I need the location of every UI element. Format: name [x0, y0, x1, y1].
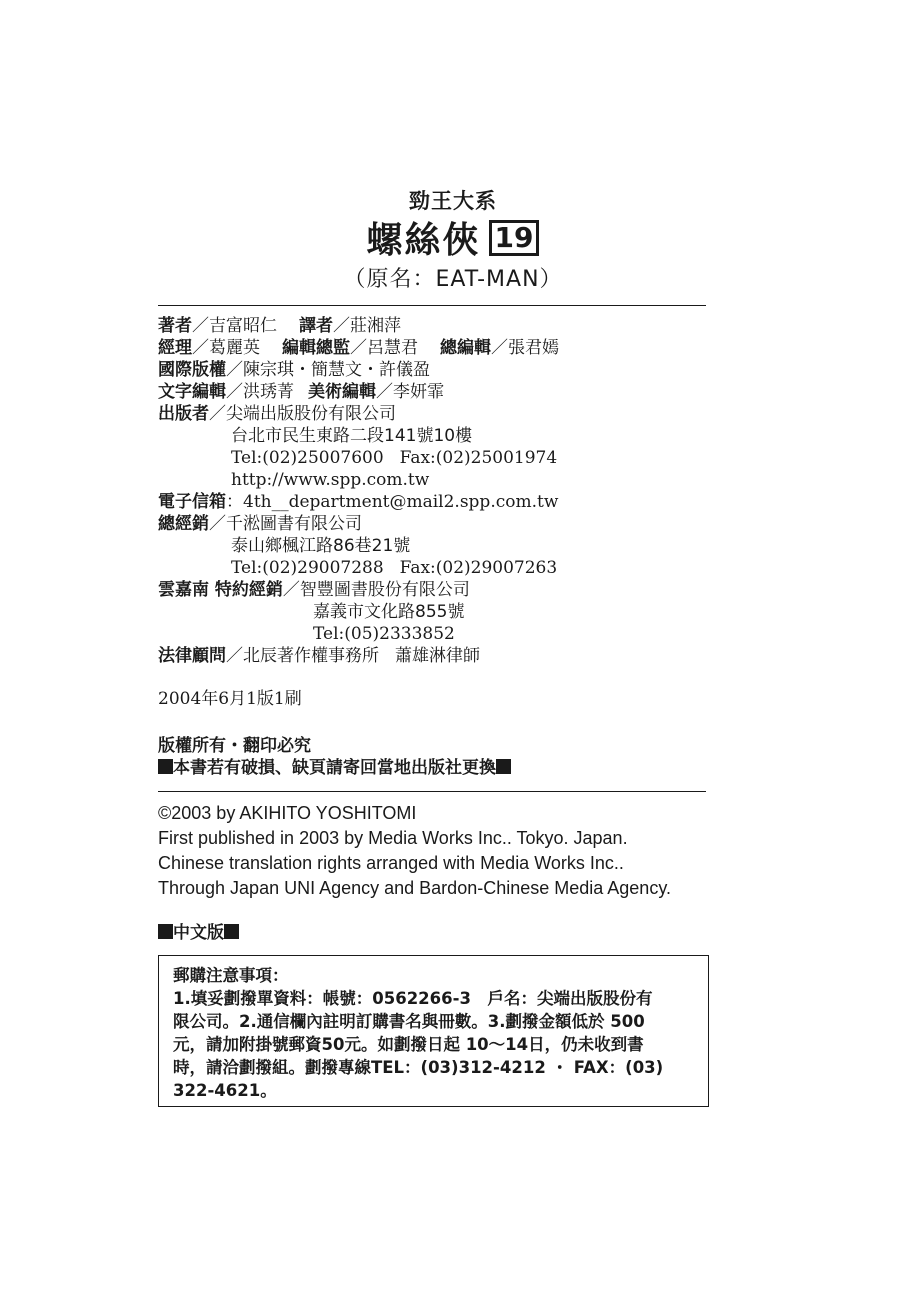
distributor-tel: Tel:(02)29007288	[231, 558, 384, 578]
general-editor-label: 總編輯	[440, 338, 491, 358]
distributor-label: 總經銷	[158, 514, 209, 534]
mail-order-line: 322-4621。	[173, 1081, 277, 1100]
chinese-edition-text: 中文版	[173, 923, 224, 943]
top-divider	[158, 305, 706, 306]
english-translation-rights: Chinese translation rights arranged with Media Works Inc..	[158, 853, 624, 873]
rights-names: ／陳宗琪・簡慧文・許儀盈	[226, 360, 430, 380]
mail-order-title: 郵購注意事項：	[173, 966, 289, 985]
regional-line	[158, 579, 470, 601]
mail-order-box	[158, 955, 709, 1107]
replacement-text: 本書若有破損、缺頁請寄回當地出版社更換	[173, 758, 496, 778]
legal-firm: ／北辰著作權事務所	[226, 646, 379, 666]
regional-name: ／智豐圖書股份有限公司	[282, 580, 470, 600]
publisher-phone-fax	[231, 447, 557, 469]
legal-lawyer: 蕭雄淋律師	[395, 646, 480, 666]
email-line	[158, 491, 558, 513]
black-square-icon	[158, 924, 173, 939]
author-label: 著者	[158, 316, 192, 336]
publisher-website: http://www.spp.com.tw	[231, 470, 430, 490]
credit-line-rights	[158, 359, 430, 381]
manager-label: 經理	[158, 338, 192, 358]
copyright-notice: 版權所有・翻印必究	[158, 736, 311, 756]
replacement-notice	[158, 757, 511, 779]
original-name: （原名：EAT-MAN）	[343, 267, 563, 292]
regional-address: 嘉義市文化路855號	[313, 602, 465, 622]
distributor-name: ／千淞圖書有限公司	[209, 514, 362, 534]
english-copyright: ©2003 by AKIHITO YOSHITOMI	[158, 803, 417, 823]
mail-order-line: 時，請洽劃撥組。劃撥專線TEL：(03)312-4212 ・ FAX：(03)	[173, 1058, 664, 1077]
translator-label: 譯者	[299, 316, 333, 336]
publisher-name: ／尖端出版股份有限公司	[209, 404, 396, 424]
volume-number: 19	[489, 220, 540, 256]
author-name: ／吉富昭仁	[192, 316, 277, 336]
art-editor-name: ／李妍霏	[376, 382, 444, 402]
distributor-phone-fax	[231, 557, 557, 579]
black-square-icon	[158, 759, 173, 774]
email-address: ：4th__department@mail2.spp.com.tw	[226, 492, 559, 512]
distributor-fax: Fax:(02)29007263	[399, 558, 558, 578]
book-title-row	[0, 212, 906, 263]
text-editor-name: ／洪琇菁	[226, 382, 294, 402]
legal-label: 法律顧問	[158, 646, 226, 666]
publisher-label: 出版者	[158, 404, 209, 424]
english-agency: Through Japan UNI Agency and Bardon-Chinese Media Agency.	[158, 878, 671, 898]
regional-label: 雲嘉南 特約經銷	[158, 580, 283, 600]
english-first-published: First published in 2003 by Media Works Inc.. Tokyo. Japan.	[158, 828, 628, 848]
publisher-tel: Tel:(02)25007600	[231, 448, 384, 468]
manager-name: ／葛麗英	[192, 338, 260, 358]
bottom-divider	[158, 791, 706, 792]
black-square-icon	[496, 759, 511, 774]
art-editor-label: 美術編輯	[308, 382, 376, 402]
email-label: 電子信箱	[158, 492, 226, 512]
rights-label: 國際版權	[158, 360, 226, 380]
black-square-icon	[224, 924, 239, 939]
mail-order-line: 限公司。2.通信欄內註明訂購書名與冊數。3.劃撥金額低於 500	[173, 1012, 645, 1031]
regional-tel: Tel:(05)2333852	[313, 624, 455, 644]
mail-order-line: 1.填妥劃撥單資料：帳號：0562266-3 戶名：尖端出版股份有	[173, 989, 653, 1008]
distributor-line	[158, 513, 362, 535]
series-name: 勁王大系	[409, 189, 497, 213]
distributor-address: 泰山鄉楓江路86巷21號	[231, 536, 411, 556]
credit-line-editors	[158, 337, 559, 359]
edition-info: 2004年6月1版1刷	[158, 689, 302, 709]
publisher-line	[158, 403, 396, 425]
chief-editor-label: 編輯總監	[282, 338, 350, 358]
legal-line	[158, 645, 480, 667]
publisher-address: 台北市民生東路二段141號10樓	[231, 426, 473, 446]
general-editor-name: ／張君嫣	[491, 338, 559, 358]
credit-line-author	[158, 315, 401, 337]
credit-line-text-art	[158, 381, 444, 403]
text-editor-label: 文字編輯	[158, 382, 226, 402]
translator-name: ／莊湘萍	[333, 316, 401, 336]
chief-editor-name: ／呂慧君	[350, 338, 418, 358]
chinese-edition-label	[158, 922, 239, 944]
mail-order-line: 元，請加附掛號郵資50元。如劃撥日起 10～14日，仍未收到書	[173, 1035, 644, 1054]
book-title: 螺絲俠	[366, 220, 481, 261]
publisher-fax: Fax:(02)25001974	[399, 448, 558, 468]
